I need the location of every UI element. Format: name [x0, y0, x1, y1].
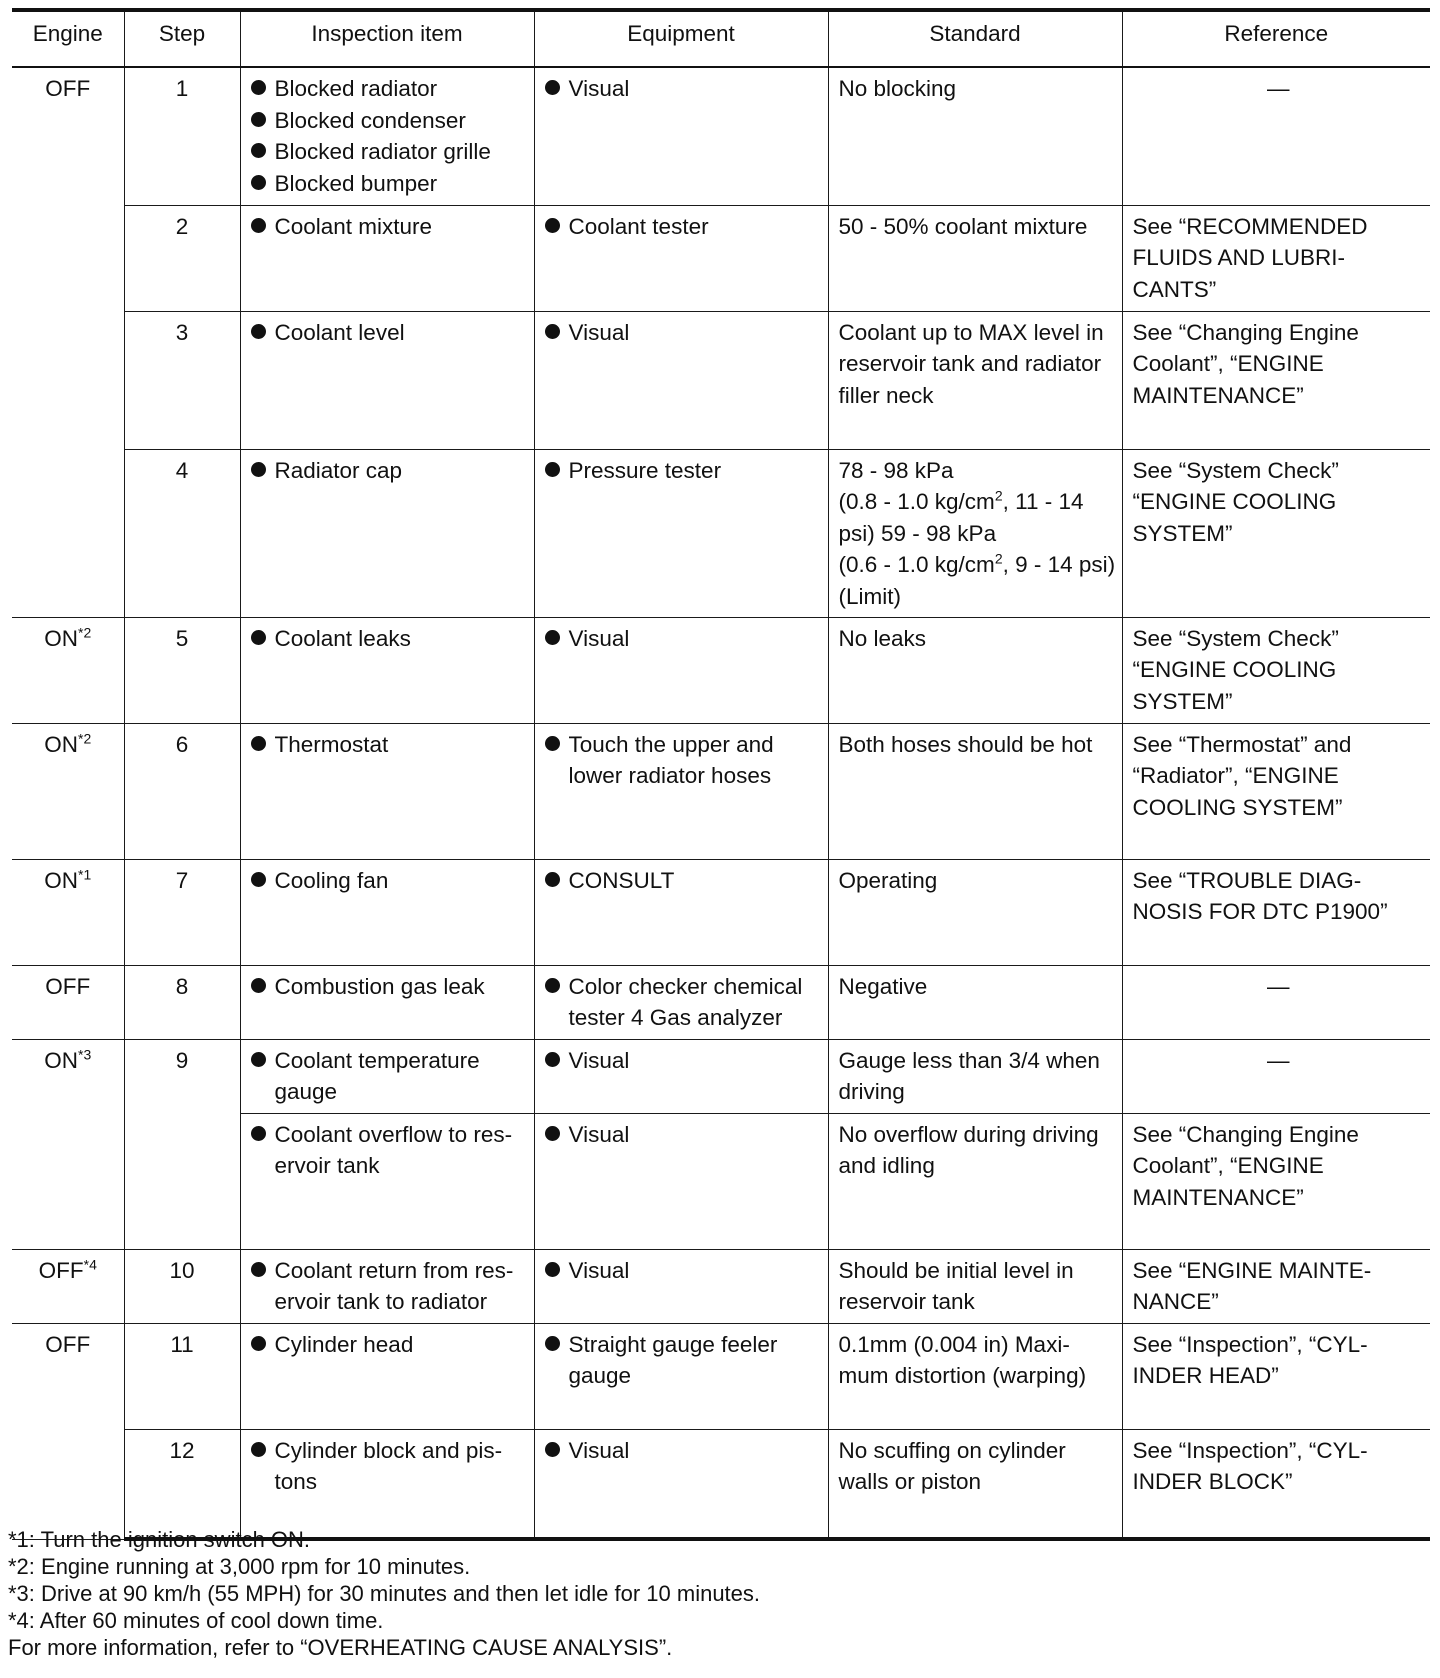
reference-cell: See “RECOMMENDED FLUIDS AND LUBRI-CANTS”: [1122, 205, 1430, 311]
inspection-item-cell: [240, 205, 534, 311]
table-row: [12, 1429, 1430, 1539]
standard-cell: No blocking: [828, 67, 1122, 205]
equipment-cell: Pressure tester: [534, 449, 828, 617]
table-row: [12, 1249, 1430, 1323]
table-row: [12, 1039, 1430, 1113]
table-row: [12, 965, 1430, 1039]
bullet-icon: [251, 175, 266, 190]
table-header-row: [12, 10, 1430, 67]
bullet-icon: [251, 1052, 266, 1067]
equipment-cell: Coolant tester: [534, 205, 828, 311]
bullet-icon: [251, 1262, 266, 1277]
engine-note-ref: *3: [78, 1046, 92, 1062]
header-step: Step: [124, 10, 240, 67]
inspection-item-cell: [240, 1323, 534, 1429]
inspection-item: Blocked condenser: [251, 105, 528, 137]
inspection-item-cell: [240, 1039, 534, 1113]
bullet-icon: [251, 324, 266, 339]
engine-note-ref: *4: [83, 1256, 97, 1272]
bullet-icon: [545, 630, 560, 645]
bullet-icon: [545, 1336, 560, 1351]
table-row: [12, 205, 1430, 311]
more-info-note: For more information, refer to “OVERHEATING CAUSE ANALYSIS”.: [8, 1635, 673, 1660]
inspection-item: Coolant return from res-ervoir tank to radiator: [251, 1255, 528, 1318]
bullet-icon: [251, 462, 266, 477]
inspection-item-cell: [240, 311, 534, 449]
equipment-cell: Visual: [534, 67, 828, 205]
equipment-cell: Straight gauge feeler gauge: [534, 1323, 828, 1429]
table-row: [12, 1323, 1430, 1429]
equipment-cell: Color checker chemical tester 4 Gas analyzer: [534, 965, 828, 1039]
engine-state: ON: [44, 867, 78, 893]
bullet-icon: [251, 978, 266, 993]
inspection-item: Coolant temperature gauge: [251, 1045, 528, 1108]
reference-cell: —: [1122, 1039, 1430, 1113]
inspection-item: Cooling fan: [251, 865, 528, 897]
bullet-icon: [251, 872, 266, 887]
standard-cell: Both hoses should be hot: [828, 723, 1122, 859]
table-row: [12, 311, 1430, 449]
bullet-icon: [545, 1052, 560, 1067]
reference-cell: —: [1122, 965, 1430, 1039]
reference-cell: —: [1122, 67, 1430, 205]
engine-note-ref: *1: [78, 866, 92, 882]
bullet-icon: [545, 1262, 560, 1277]
step-cell: 5: [124, 617, 240, 723]
standard-cell: Negative: [828, 965, 1122, 1039]
bullet-icon: [545, 324, 560, 339]
header-engine: Engine: [12, 10, 124, 67]
reference-cell: See “Thermostat” and “Radiator”, “ENGINE COOLING SYSTEM”: [1122, 723, 1430, 859]
inspection-item-cell: [240, 1249, 534, 1323]
reference-cell: See “Changing Engine Coolant”, “ENGINE MAINTENANCE”: [1122, 1113, 1430, 1249]
inspection-item-cell: [240, 723, 534, 859]
step-cell: 8: [124, 965, 240, 1039]
inspection-item-cell: [240, 617, 534, 723]
engine-note-ref: *2: [78, 624, 92, 640]
equipment-cell: Visual: [534, 1113, 828, 1249]
engine-state: ON: [44, 625, 78, 651]
step-cell: 11: [124, 1323, 240, 1429]
equipment-cell: Visual: [534, 1429, 828, 1539]
standard-cell: Coolant up to MAX level in reservoir tank and radiator filler neck: [828, 311, 1122, 449]
bullet-icon: [251, 80, 266, 95]
engine-state: OFF: [45, 973, 91, 999]
equipment-cell: Visual: [534, 1249, 828, 1323]
equipment-cell: Visual: [534, 311, 828, 449]
reference-cell: See “Inspection”, “CYL-INDER HEAD”: [1122, 1323, 1430, 1429]
standard-cell: Should be initial level in reservoir tank: [828, 1249, 1122, 1323]
footnote-1: *1: Turn the ignition switch ON.: [8, 1527, 311, 1552]
step-cell: 2: [124, 205, 240, 311]
engine-state: OFF: [45, 1331, 91, 1357]
bullet-icon: [251, 112, 266, 127]
engine-cell: [12, 67, 124, 617]
inspection-item: Thermostat: [251, 729, 528, 761]
inspection-item: Coolant leaks: [251, 623, 528, 655]
inspection-item: Radiator cap: [251, 455, 528, 487]
engine-cell: [12, 617, 124, 723]
step-cell: 9: [124, 1039, 240, 1249]
engine-cell: [12, 859, 124, 965]
reference-cell: See “ENGINE MAINTE-NANCE”: [1122, 1249, 1430, 1323]
bullet-icon: [251, 1442, 266, 1457]
equipment-cell: Visual: [534, 1039, 828, 1113]
inspection-item: Blocked radiator: [251, 73, 528, 105]
table-row: [12, 67, 1430, 205]
inspection-item-cell: [240, 1429, 534, 1539]
table-row: [12, 449, 1430, 617]
header-inspection-item: Inspection item: [240, 10, 534, 67]
inspection-item: Coolant level: [251, 317, 528, 349]
engine-note-ref: *2: [78, 730, 92, 746]
standard-cell: Operating: [828, 859, 1122, 965]
inspection-item: Coolant overflow to res-ervoir tank: [251, 1119, 528, 1182]
bullet-icon: [545, 736, 560, 751]
standard-cell: No overflow during driving and idling: [828, 1113, 1122, 1249]
inspection-item: Cylinder block and pis-tons: [251, 1435, 528, 1498]
reference-cell: See “TROUBLE DIAG-NOSIS FOR DTC P1900”: [1122, 859, 1430, 965]
bullet-icon: [545, 218, 560, 233]
step-cell: 1: [124, 67, 240, 205]
bullet-icon: [251, 143, 266, 158]
inspection-sheet: [12, 8, 1430, 1541]
table-row: [12, 723, 1430, 859]
engine-state: ON: [44, 1047, 78, 1073]
table-row: [12, 617, 1430, 723]
equipment-cell: Touch the upper and lower radiator hoses: [534, 723, 828, 859]
engine-state: ON: [44, 731, 78, 757]
equipment-cell: CONSULT: [534, 859, 828, 965]
standard-cell: No leaks: [828, 617, 1122, 723]
step-cell: 7: [124, 859, 240, 965]
step-cell: 3: [124, 311, 240, 449]
header-standard: Standard: [828, 10, 1122, 67]
engine-state: OFF: [38, 1257, 84, 1283]
standard-cell: No scuffing on cylinder walls or piston: [828, 1429, 1122, 1539]
equipment-cell: Visual: [534, 617, 828, 723]
bullet-icon: [545, 872, 560, 887]
footnote-3: *3: Drive at 90 km/h (55 MPH) for 30 minutes and then let idle for 10 minutes.: [8, 1581, 761, 1606]
bullet-icon: [251, 736, 266, 751]
footnote-4: *4: After 60 minutes of cool down time.: [8, 1608, 384, 1633]
inspection-item-cell: [240, 449, 534, 617]
standard-cell: Gauge less than 3/4 when driving: [828, 1039, 1122, 1113]
step-cell: 4: [124, 449, 240, 617]
engine-cell: [12, 723, 124, 859]
engine-cell: [12, 1323, 124, 1539]
bullet-icon: [251, 218, 266, 233]
footnotes: [8, 1526, 760, 1661]
inspection-table: [12, 8, 1430, 1541]
reference-cell: See “System Check” “ENGINE COOLING SYSTEM”: [1122, 449, 1430, 617]
inspection-item-cell: [240, 1113, 534, 1249]
inspection-item-cell: [240, 67, 534, 205]
reference-cell: See “Inspection”, “CYL-INDER BLOCK”: [1122, 1429, 1430, 1539]
inspection-item: Blocked bumper: [251, 168, 528, 200]
bullet-icon: [545, 1126, 560, 1141]
reference-cell: See “Changing Engine Coolant”, “ENGINE MAINTENANCE”: [1122, 311, 1430, 449]
inspection-item: Combustion gas leak: [251, 971, 528, 1003]
step-cell: 10: [124, 1249, 240, 1323]
bullet-icon: [251, 630, 266, 645]
inspection-item-cell: [240, 859, 534, 965]
engine-state: OFF: [45, 76, 91, 101]
bullet-icon: [545, 462, 560, 477]
inspection-item-cell: [240, 965, 534, 1039]
engine-cell: [12, 1039, 124, 1249]
table-row: [12, 859, 1430, 965]
bullet-icon: [251, 1126, 266, 1141]
engine-cell: [12, 965, 124, 1039]
bullet-icon: [545, 1442, 560, 1457]
inspection-item: Cylinder head: [251, 1329, 528, 1361]
footnote-2: *2: Engine running at 3,000 rpm for 10 minutes.: [8, 1554, 471, 1579]
engine-cell: [12, 1249, 124, 1323]
bullet-icon: [545, 978, 560, 993]
standard-cell: 78 - 98 kPa (0.8 - 1.0 $kg/cm^2$, 11 - 14 psi) 59 - 98 kPa (0.6 - 1.0 $kg/cm^2$, 9 - 14 psi) (Limit): [828, 449, 1122, 617]
inspection-item: Coolant mixture: [251, 211, 528, 243]
bullet-icon: [251, 1336, 266, 1351]
step-cell: 6: [124, 723, 240, 859]
step-cell: 12: [124, 1429, 240, 1539]
reference-cell: See “System Check” “ENGINE COOLING SYSTEM”: [1122, 617, 1430, 723]
header-reference: Reference: [1122, 10, 1430, 67]
standard-cell: 50 - 50% coolant mixture: [828, 205, 1122, 311]
header-equipment: Equipment: [534, 10, 828, 67]
bullet-icon: [545, 80, 560, 95]
inspection-item: Blocked radiator grille: [251, 136, 528, 168]
standard-cell: 0.1mm (0.004 in) Maxi-mum distortion (warping): [828, 1323, 1122, 1429]
